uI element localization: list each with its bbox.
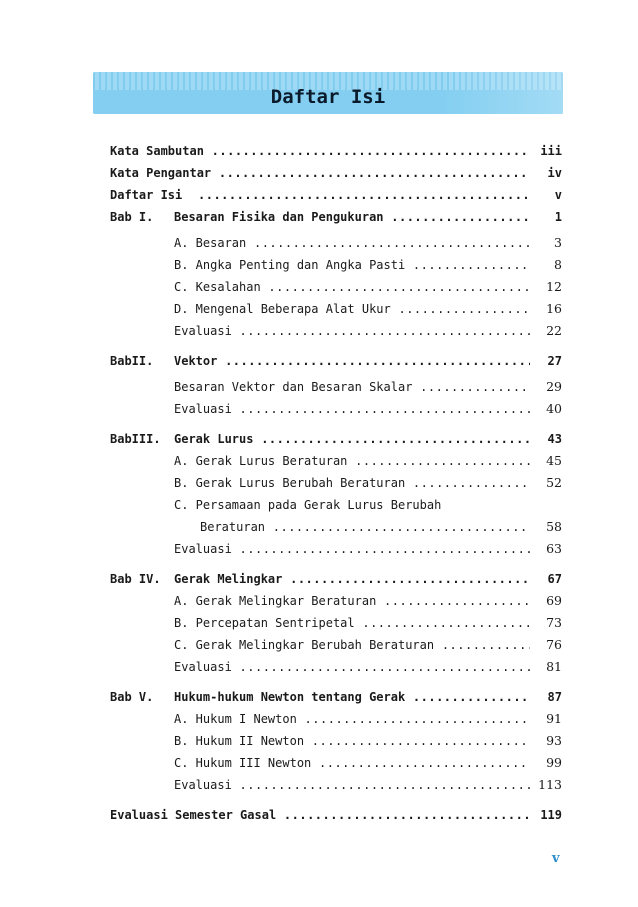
toc-chapter-row[interactable] — [110, 206, 562, 228]
section-title: Evaluasi ..... — [174, 656, 530, 678]
spacer — [110, 678, 562, 686]
toc-front-row[interactable] — [110, 140, 562, 162]
section-title: C. Hukum III Newton ..... — [174, 752, 530, 774]
section-page: 8 — [554, 257, 562, 272]
chapter-page: 67 — [547, 572, 562, 586]
section-page: 99 — [546, 755, 562, 770]
toc-chapter-row[interactable] — [110, 686, 562, 708]
section-page: 52 — [546, 475, 562, 490]
toc-front-row[interactable] — [110, 184, 562, 206]
chapter-page: 87 — [547, 690, 562, 704]
section-title: Evaluasi ..... — [174, 538, 530, 560]
table-of-contents — [110, 140, 562, 826]
section-title: Evaluasi ..... — [174, 320, 530, 342]
toc-section-row[interactable] — [110, 298, 562, 320]
section-page: 93 — [546, 733, 562, 748]
section-title: Besaran Vektor dan Besaran Skalar ..... — [174, 376, 530, 398]
chapter-title: Besaran Fisika dan Pengukuran ..... — [174, 206, 530, 228]
toc-section-row[interactable] — [110, 590, 562, 612]
section-title: A. Besaran ..... — [174, 232, 530, 254]
section-page: 76 — [546, 637, 562, 652]
section-page: 81 — [546, 659, 562, 674]
spacer — [110, 420, 562, 428]
section-page: 113 — [538, 777, 562, 792]
section-title: Evaluasi ..... — [174, 774, 530, 796]
toc-section-row[interactable] — [110, 656, 562, 678]
toc-front-row[interactable] — [110, 162, 562, 184]
section-title: Beraturan ..... — [200, 516, 530, 538]
spacer — [110, 342, 562, 350]
toc-section-row[interactable] — [110, 774, 562, 796]
toc-section-row[interactable] — [110, 708, 562, 730]
toc-front-leader — [198, 184, 530, 206]
section-title: A. Gerak Lurus Beraturan ..... — [174, 450, 530, 472]
toc-front-label: Kata Pengantar ..... — [110, 162, 530, 184]
spacer — [110, 796, 562, 804]
toc-section-row[interactable] — [110, 254, 562, 276]
section-page: 16 — [546, 301, 562, 316]
section-title: C. Gerak Melingkar Berubah Beraturan ..... — [174, 634, 530, 656]
section-page: 73 — [546, 615, 562, 630]
chapter-title: Hukum-hukum Newton tentang Gerak ..... — [174, 686, 530, 708]
toc-section-row[interactable] — [110, 320, 562, 342]
toc-front-page: iv — [547, 166, 562, 180]
section-page: 91 — [546, 711, 562, 726]
section-page: 69 — [546, 593, 562, 608]
section-title: C. Persamaan pada Gerak Lurus Berubah — [174, 498, 442, 512]
section-title: Evaluasi ..... — [174, 398, 530, 420]
toc-section-row[interactable] — [110, 450, 562, 472]
toc-front-label: Daftar Isi — [110, 188, 183, 202]
section-page: 58 — [546, 519, 562, 534]
section-page: 45 — [546, 453, 562, 468]
section-title: B. Angka Penting dan Angka Pasti ..... — [174, 254, 530, 276]
chapter-title: Vektor ..... — [174, 350, 530, 372]
section-title: B. Percepatan Sentripetal ..... — [174, 612, 530, 634]
section-page: 3 — [554, 235, 562, 250]
section-title: B. Gerak Lurus Berubah Beraturan ..... — [174, 472, 530, 494]
toc-chapter-row[interactable] — [110, 428, 562, 450]
toc-section-row[interactable] — [110, 730, 562, 752]
chapter-title: Gerak Melingkar ..... — [174, 568, 530, 590]
toc-section-row[interactable] — [110, 376, 562, 398]
toc-section-row[interactable] — [110, 752, 562, 774]
toc-section-row[interactable] — [110, 516, 562, 538]
chapter-number: Bab V. — [110, 690, 154, 704]
section-title: D. Mengenal Beberapa Alat Ukur ..... — [174, 298, 530, 320]
toc-section-row[interactable] — [110, 398, 562, 420]
section-title: A. Hukum I Newton ..... — [174, 708, 530, 730]
toc-section-row[interactable] — [110, 276, 562, 298]
toc-section-row[interactable] — [110, 612, 562, 634]
toc-closing-row[interactable] — [110, 804, 562, 826]
section-title: A. Gerak Melingkar Beraturan ..... — [174, 590, 530, 612]
chapter-page: 43 — [547, 432, 562, 446]
toc-section-row[interactable] — [110, 232, 562, 254]
section-title: B. Hukum II Newton ..... — [174, 730, 530, 752]
closing-page: 119 — [540, 808, 562, 822]
toc-section-row[interactable] — [110, 634, 562, 656]
closing-title: Evaluasi Semester Gasal ..... — [110, 804, 530, 826]
toc-chapter-row[interactable] — [110, 350, 562, 372]
chapter-page: 1 — [554, 210, 562, 224]
toc-front-page: v — [554, 188, 562, 202]
section-page: 22 — [546, 323, 562, 338]
toc-front-label: Kata Sambutan ..... — [110, 140, 530, 162]
chapter-number: BabII. — [110, 354, 154, 368]
toc-section-row[interactable] — [110, 494, 562, 516]
section-page: 12 — [546, 279, 562, 294]
chapter-title: Gerak Lurus ..... — [174, 428, 530, 450]
chapter-number: BabIII. — [110, 432, 161, 446]
chapter-number: Bab I. — [110, 210, 154, 224]
toc-front-page: iii — [540, 144, 562, 158]
section-title: C. Kesalahan ..... — [174, 276, 530, 298]
chapter-page: 27 — [547, 354, 562, 368]
toc-section-row[interactable] — [110, 472, 562, 494]
section-page: 63 — [546, 541, 562, 556]
chapter-number: Bab IV. — [110, 572, 161, 586]
page-title: Daftar Isi — [270, 86, 386, 108]
section-page: 40 — [546, 401, 562, 416]
toc-chapter-row[interactable] — [110, 568, 562, 590]
toc-section-row[interactable] — [110, 538, 562, 560]
spacer — [110, 560, 562, 568]
page-number: v — [552, 851, 560, 866]
section-page: 29 — [546, 379, 562, 394]
